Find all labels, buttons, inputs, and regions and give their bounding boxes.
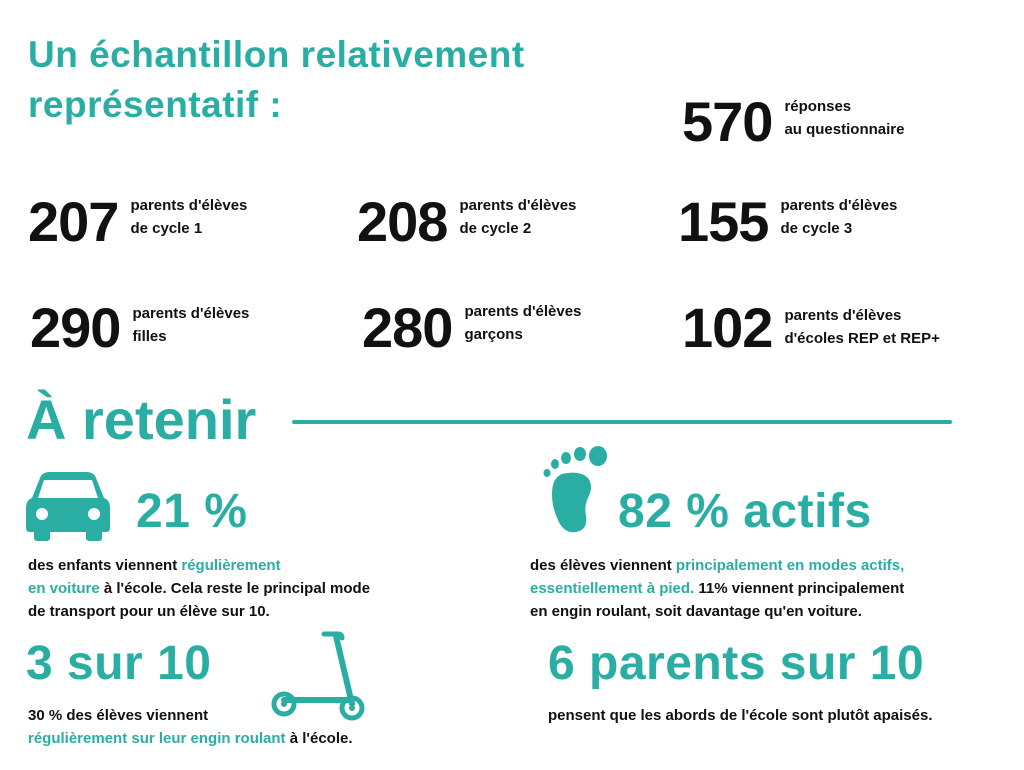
foot-stat: 82 % actifs — [618, 485, 872, 538]
stat-label-line-1: parents d'élèves — [459, 197, 577, 214]
stat-label-line-1: parents d'élèves — [132, 305, 250, 322]
page-title-line-2: représentatif : — [28, 84, 283, 125]
section-divider — [292, 420, 952, 424]
stat-label-line-1: parents d'élèves — [130, 197, 248, 214]
stat-cycle-3 — [678, 190, 898, 253]
responses-label-line-1: réponses — [784, 98, 852, 115]
retenir-heading: À retenir — [26, 388, 257, 451]
car-text-highlight-2: en voiture — [28, 580, 100, 597]
stat-girls — [30, 296, 250, 359]
parents-stat: 6 parents sur 10 — [548, 637, 925, 690]
stat-label-line-2: d'écoles REP et REP+ — [784, 330, 940, 347]
car-description — [28, 554, 448, 623]
parents-description: pensent que les abords de l'école sont plutôt apaisés. — [548, 707, 933, 724]
stat-cycle-2 — [357, 190, 577, 253]
stat-label-line-2: de cycle 3 — [780, 220, 853, 237]
stat-label-line-2: garçons — [464, 326, 523, 343]
scooter-text-highlight: régulièrement sur leur engin roulant — [28, 730, 286, 747]
scooter-stat: 3 sur 10 — [26, 637, 212, 690]
page-title-line-1: Un échantillon relativement — [28, 34, 525, 75]
stat-label-line-1: parents d'élèves — [784, 307, 902, 324]
scooter-text-a: 30 % des élèves viennent — [28, 707, 209, 724]
foot-text-b: 11% viennent principalement — [694, 580, 905, 597]
stat-label — [130, 194, 247, 240]
stat-boys — [362, 296, 582, 359]
foot-text-a: des élèves viennent — [530, 557, 676, 574]
footprint-icon — [538, 444, 614, 536]
page-title — [28, 30, 525, 130]
car-text-a: des enfants viennent — [28, 557, 182, 574]
stat-cycle-1 — [28, 190, 248, 253]
stat-label-line-2: de cycle 2 — [459, 220, 532, 237]
car-text-c: de transport pour un élève sur 10. — [28, 603, 270, 620]
car-icon — [24, 470, 112, 542]
stat-label-line-2: filles — [132, 328, 167, 345]
stat-rep — [682, 296, 940, 359]
foot-text-highlight-1: principalement en modes actifs, — [675, 557, 905, 574]
stat-number: 155 — [678, 190, 769, 253]
stat-label — [464, 300, 581, 346]
responses-label — [784, 95, 904, 141]
foot-description — [530, 554, 1000, 623]
responses-label-line-2: au questionnaire — [784, 121, 905, 138]
car-text-b: à l'école. Cela reste le principal mode — [99, 580, 371, 597]
stat-label — [459, 194, 576, 240]
stat-label — [132, 302, 249, 348]
scooter-text-b: à l'école. — [285, 730, 353, 747]
foot-text-highlight-2: essentiellement à pied. — [530, 580, 695, 597]
foot-text-c: en engin roulant, soit davantage qu'en voiture. — [530, 603, 862, 620]
stat-label-line-1: parents d'élèves — [780, 197, 898, 214]
stat-label-line-1: parents d'élèves — [464, 303, 582, 320]
scooter-description — [28, 704, 448, 750]
stat-number: 207 — [28, 190, 119, 253]
stat-number: 290 — [30, 296, 121, 359]
car-text-highlight-1: régulièrement — [181, 557, 281, 574]
stat-label-line-2: de cycle 1 — [130, 220, 203, 237]
stat-number: 280 — [362, 296, 453, 359]
stat-label — [784, 304, 939, 350]
stat-number: 208 — [357, 190, 448, 253]
stat-label — [780, 194, 897, 240]
responses-stat — [682, 90, 905, 153]
responses-number: 570 — [682, 90, 773, 153]
car-stat: 21 % — [136, 485, 248, 538]
stat-number: 102 — [682, 296, 773, 359]
